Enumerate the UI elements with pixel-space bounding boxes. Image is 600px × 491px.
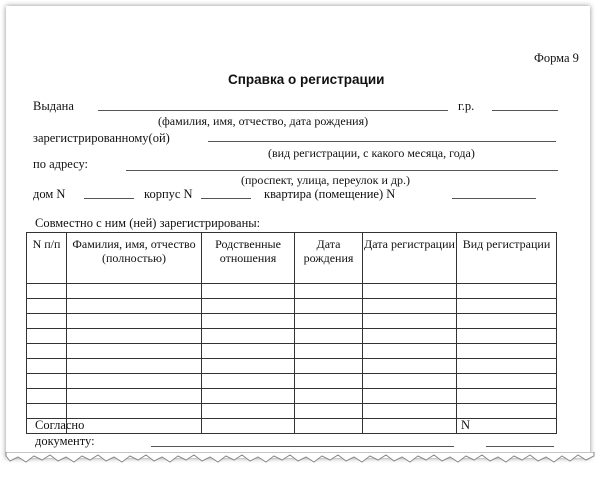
page-title: Справка о регистрации (228, 72, 385, 87)
form-number: Форма 9 (534, 51, 579, 65)
table-row (27, 419, 557, 434)
col-header-birth-date: Дата рождения (295, 233, 363, 284)
apartment-line[interactable] (452, 198, 536, 199)
table-cell[interactable] (295, 359, 363, 374)
table-cell[interactable] (27, 329, 67, 344)
document-number-line[interactable] (486, 446, 554, 447)
table-row (27, 299, 557, 314)
address-hint: (проспект, улица, переулок и др.) (241, 173, 411, 187)
table-row (27, 314, 557, 329)
issued-to-line[interactable] (98, 110, 448, 111)
table-cell[interactable] (27, 284, 67, 299)
table-cell[interactable] (67, 404, 202, 419)
table-cell[interactable] (457, 314, 557, 329)
table-cell[interactable] (202, 329, 295, 344)
table-cell[interactable] (295, 299, 363, 314)
table-cell[interactable] (457, 389, 557, 404)
table-cell[interactable] (295, 374, 363, 389)
table-cell[interactable] (457, 299, 557, 314)
table-cell[interactable] (457, 344, 557, 359)
table-row (27, 404, 557, 419)
table-cell[interactable] (457, 284, 557, 299)
table-cell[interactable] (27, 314, 67, 329)
cohabitants-table (26, 232, 557, 434)
table-cell[interactable] (27, 299, 67, 314)
document-number-label: N (461, 418, 471, 432)
table-cell[interactable] (27, 404, 67, 419)
according-label-line1: Согласно (35, 418, 85, 432)
table-cell[interactable] (67, 284, 202, 299)
table-row (27, 359, 557, 374)
table-cell[interactable] (202, 374, 295, 389)
table-cell[interactable] (67, 419, 202, 434)
registered-line[interactable] (208, 141, 556, 142)
table-cell[interactable] (67, 389, 202, 404)
col-header-full-name: Фамилия, имя, отчество (полностью) (67, 233, 202, 284)
col-header-registration-date: Дата регистрации (363, 233, 457, 284)
table-cell[interactable] (457, 374, 557, 389)
table-cell[interactable] (457, 329, 557, 344)
table-cell[interactable] (27, 344, 67, 359)
table-cell[interactable] (27, 374, 67, 389)
table-cell[interactable] (202, 344, 295, 359)
building-label: корпус N (144, 187, 193, 201)
table-cell[interactable] (363, 284, 457, 299)
col-header-relation: Родственные отношения (202, 233, 295, 284)
table-cell[interactable] (27, 359, 67, 374)
table-cell[interactable] (295, 329, 363, 344)
address-line[interactable] (126, 170, 558, 171)
table-cell[interactable] (202, 419, 295, 434)
table-row (27, 374, 557, 389)
table-cell[interactable] (67, 359, 202, 374)
table-row (27, 284, 557, 299)
apartment-label: квартира (помещение) N (264, 187, 396, 201)
according-label-line2: документу: (35, 434, 95, 448)
issued-to-label: Выдана (33, 99, 74, 113)
table-cell[interactable] (363, 314, 457, 329)
house-label: дом N (33, 187, 66, 201)
table-cell[interactable] (457, 359, 557, 374)
table-row (27, 344, 557, 359)
table-cell[interactable] (202, 314, 295, 329)
table-cell[interactable] (202, 359, 295, 374)
table-cell[interactable] (27, 389, 67, 404)
table-cell[interactable] (202, 404, 295, 419)
issued-to-hint: (фамилия, имя, отчество, дата рождения) (158, 114, 369, 128)
table-cell[interactable] (457, 419, 557, 434)
table-row (27, 389, 557, 404)
table-cell[interactable] (67, 329, 202, 344)
table-cell[interactable] (295, 404, 363, 419)
table-cell[interactable] (363, 299, 457, 314)
table-cell[interactable] (457, 404, 557, 419)
table-cell[interactable] (363, 374, 457, 389)
registered-label: зарегистрированному(ой) (33, 131, 170, 145)
building-line[interactable] (201, 198, 251, 199)
torn-edge-decoration (0, 452, 600, 491)
table-cell[interactable] (67, 374, 202, 389)
table-row (27, 329, 557, 344)
document-line[interactable] (151, 446, 454, 447)
table-cell[interactable] (67, 299, 202, 314)
birth-year-line[interactable] (492, 110, 558, 111)
table-cell[interactable] (295, 344, 363, 359)
table-cell[interactable] (202, 299, 295, 314)
table-cell[interactable] (67, 344, 202, 359)
table-cell[interactable] (295, 419, 363, 434)
table-cell[interactable] (67, 314, 202, 329)
table-cell[interactable] (363, 329, 457, 344)
table-cell[interactable] (295, 314, 363, 329)
form-sheet (6, 6, 590, 458)
col-header-registration-type: Вид регистрации (457, 233, 557, 284)
table-header-row (27, 233, 557, 284)
table-cell[interactable] (363, 344, 457, 359)
cohabitants-label: Совместно с ним (ней) зарегистрированы: (35, 216, 261, 230)
table-cell[interactable] (202, 284, 295, 299)
registered-hint: (вид регистрации, с какого месяца, года) (268, 146, 475, 160)
year-suffix-label: г.р. (458, 99, 475, 113)
table-cell[interactable] (363, 419, 457, 434)
table-cell[interactable] (202, 389, 295, 404)
table-cell[interactable] (363, 359, 457, 374)
col-header-number: N п/п (27, 233, 67, 284)
table-cell[interactable] (295, 284, 363, 299)
table-cell[interactable] (295, 389, 363, 404)
address-label: по адресу: (33, 157, 89, 171)
table-cell[interactable] (363, 389, 457, 404)
table-cell[interactable] (363, 404, 457, 419)
house-line[interactable] (84, 198, 134, 199)
